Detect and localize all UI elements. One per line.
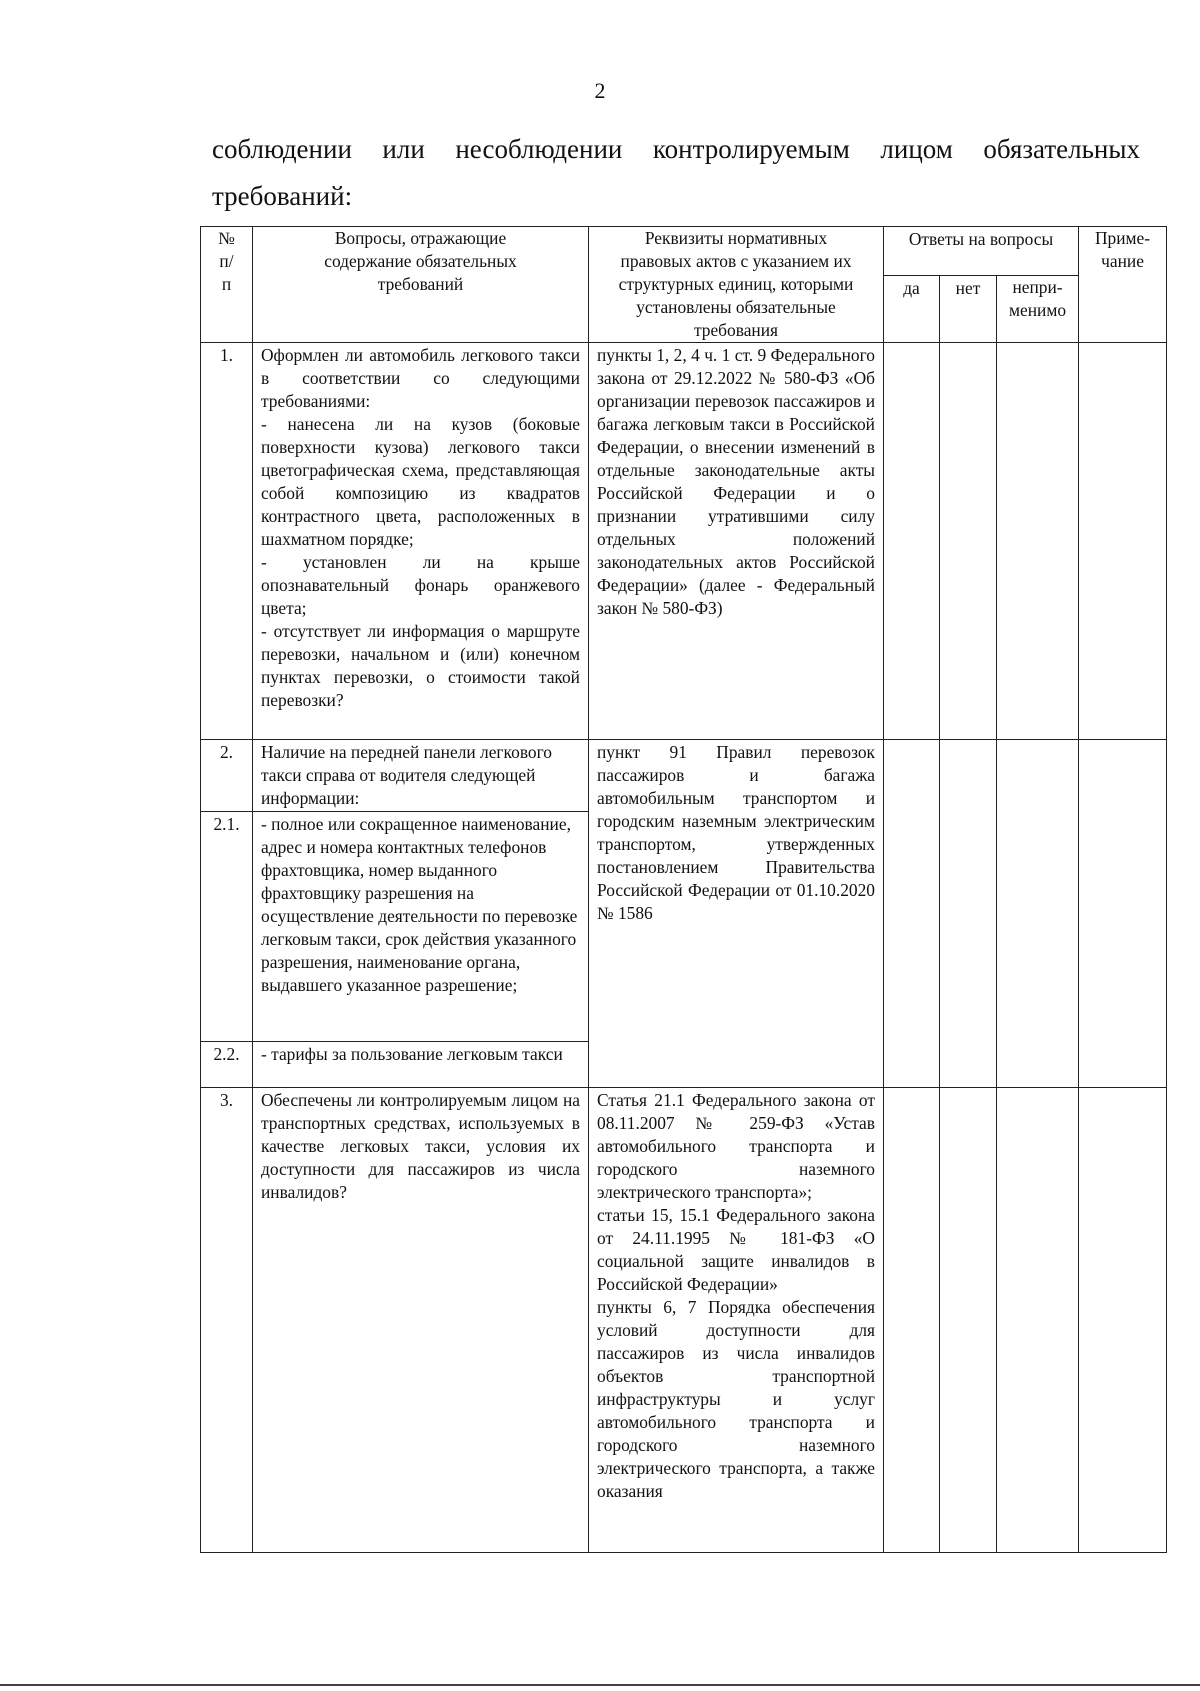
note-cell[interactable] <box>1079 740 1167 1088</box>
intro-line-1: соблюдении или несоблюдении контролируемым лицом обязательных <box>212 134 1140 164</box>
table-row <box>201 1088 1167 1553</box>
table-row <box>201 343 1167 740</box>
row-reference <box>589 1088 884 1553</box>
note-cell[interactable] <box>1079 1088 1167 1553</box>
answer-na-cell[interactable] <box>997 343 1079 740</box>
answer-no-cell[interactable] <box>940 343 997 740</box>
row-reference: пункты 1, 2, 4 ч. 1 ст. 9 Федерального закона от 29.12.2022 № 580-ФЗ «Об организации перевозок пассажиров и багажа легковым такси в Российской Федерации, о внесении изменений в отдельные законодательные акты Российской Федерации и о признании утратившими силу отдельных положений законодательных актов Российской Федерации» (далее - Федеральный закон № 580-ФЗ) <box>589 343 884 740</box>
intro-text <box>212 126 1140 220</box>
row-num: 2.1. <box>201 812 253 1042</box>
header-answers: Ответы на вопросы <box>884 227 1079 276</box>
row-num: 2.2. <box>201 1042 253 1088</box>
header-no: нет <box>940 275 997 342</box>
answer-no-cell[interactable] <box>940 740 997 1088</box>
row-question: - тарифы за пользование легковым такси <box>253 1042 589 1088</box>
header-row <box>201 227 1167 276</box>
header-yes: да <box>884 275 940 342</box>
row-question: Наличие на передней панели легкового такси справа от водителя следующей информации: <box>253 740 589 812</box>
checklist-table <box>200 226 1167 1553</box>
row-reference-text: Статья 21.1 Федерального закона от 08.11.2007 № 259-ФЗ «Устав автомобильного транспорта и городского наземного электрического транспорта»; статьи 15, 15.1 Федерального закона от 24.11.1995 № 181-ФЗ «О социальной защите инвалидов в Российской Федерации» пункты 6, 7 Порядка обеспечения условий доступности для пассажиров из числа инвалидов объектов транспортной инфраструктуры и услуг автомобильного транспорта и городского наземного электрического транспорта, а также оказания <box>597 1090 875 1501</box>
header-num: № п/п <box>201 227 253 343</box>
header-question: Вопросы, отражающие содержание обязательных требований <box>253 227 589 343</box>
row-num: 3. <box>201 1088 253 1553</box>
header-na: непри-менимо <box>997 275 1079 342</box>
row-num: 2. <box>201 740 253 812</box>
header-note: Приме-чание <box>1079 227 1167 343</box>
table-row <box>201 740 1167 812</box>
row-question-text: Оформлен ли автомобиль легкового такси в соответствии со следующими требованиями: - нанесена ли на кузов (боковые поверхности кузова) легкового такси цветографическая схема, представляющая собой композицию из квадратов контрастного цвета, расположенных в шахматном порядке; - установлен ли на крыше опознавательный фонарь оранжевого цвета; - отсутствует ли информация о маршруте перевозки, начальном и (или) конечном пунктах перевозки, о стоимости такой перевозки? <box>261 345 580 710</box>
scan-bottom-edge <box>0 1684 1200 1686</box>
answer-na-cell[interactable] <box>997 740 1079 1088</box>
row-reference: пункт 91 Правил перевозок пассажиров и багажа автомобильным транспортом и городским наземным электрическим транспортом, утвержденных постановлением Правительства Российской Федерации от 01.10.2020 № 1586 <box>589 740 884 1088</box>
answer-yes-cell[interactable] <box>884 740 940 1088</box>
row-num: 1. <box>201 343 253 740</box>
note-cell[interactable] <box>1079 343 1167 740</box>
row-question <box>253 343 589 740</box>
row-question: - полное или сокращенное наименование, адрес и номера контактных телефонов фрахтовщика, номер выданного фрахтовщику разрешения на осуществление деятельности по перевозке легковым такси, срок действия указанного разрешения, наименование органа, выдавшего указанное разрешение; <box>253 812 589 1042</box>
intro-line-2: требований: <box>212 181 353 211</box>
page-number: 2 <box>594 78 606 103</box>
header-reference: Реквизиты нормативных правовых актов с указанием их структурных единиц, которыми установлены обязательные требования <box>589 227 884 343</box>
answer-na-cell[interactable] <box>997 1088 1079 1553</box>
answer-yes-cell[interactable] <box>884 343 940 740</box>
answer-no-cell[interactable] <box>940 1088 997 1553</box>
answer-yes-cell[interactable] <box>884 1088 940 1553</box>
row-question: Обеспечены ли контролируемым лицом на транспортных средствах, используемых в качестве легковых такси, условия их доступности для пассажиров из числа инвалидов? <box>253 1088 589 1553</box>
